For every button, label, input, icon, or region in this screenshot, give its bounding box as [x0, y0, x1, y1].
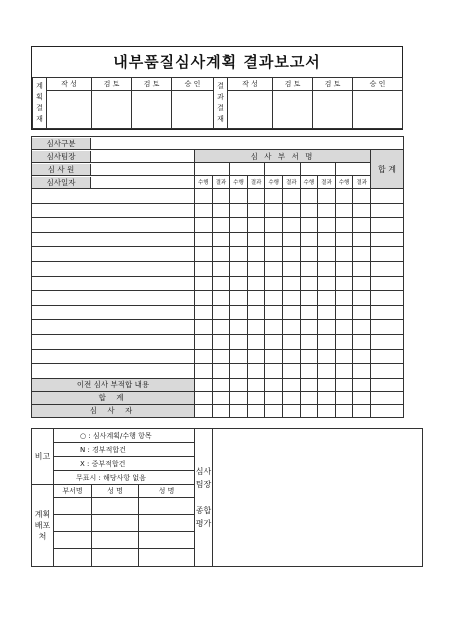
check-cell[interactable] — [318, 189, 336, 204]
check-cell[interactable] — [265, 218, 283, 233]
check-cell[interactable] — [318, 404, 336, 417]
check-cell[interactable] — [230, 232, 248, 247]
total-cell[interactable] — [370, 189, 403, 204]
check-cell[interactable] — [212, 391, 230, 404]
check-cell[interactable] — [282, 247, 300, 262]
dist-col-name2: 성 명 — [139, 485, 195, 498]
check-cell[interactable] — [230, 404, 248, 417]
check-cell[interactable] — [335, 404, 353, 417]
dist-cell[interactable] — [139, 549, 195, 567]
dist-cell[interactable] — [92, 498, 139, 515]
check-cell[interactable] — [247, 349, 265, 364]
dist-cell[interactable] — [139, 515, 195, 532]
check-cell[interactable] — [195, 203, 213, 218]
check-cell[interactable] — [353, 305, 371, 320]
total-cell[interactable] — [370, 404, 403, 417]
check-cell[interactable] — [265, 404, 283, 417]
check-cell[interactable] — [265, 291, 283, 306]
check-cell[interactable] — [212, 247, 230, 262]
check-cell[interactable] — [300, 404, 318, 417]
check-cell[interactable] — [282, 349, 300, 364]
dept-name-cell[interactable] — [335, 163, 370, 176]
total-header: 합 계 — [370, 150, 403, 189]
info-value[interactable] — [91, 151, 194, 162]
check-cell[interactable] — [353, 349, 371, 364]
check-cell[interactable] — [230, 334, 248, 349]
check-cell[interactable] — [230, 378, 248, 391]
dist-cell[interactable] — [92, 532, 139, 549]
check-cell[interactable] — [265, 203, 283, 218]
audit-item-cell[interactable] — [32, 276, 195, 291]
check-cell[interactable] — [335, 232, 353, 247]
audit-item-cell[interactable] — [32, 364, 195, 379]
result-sign-review1[interactable] — [273, 91, 313, 129]
info-row — [32, 176, 195, 189]
check-cell[interactable] — [195, 247, 213, 262]
check-cell[interactable] — [195, 261, 213, 276]
check-cell[interactable] — [247, 305, 265, 320]
check-cell[interactable] — [230, 320, 248, 335]
check-cell[interactable] — [282, 305, 300, 320]
check-cell[interactable] — [212, 378, 230, 391]
plan-approval-label: 계획결재 — [33, 78, 47, 129]
check-cell[interactable] — [247, 232, 265, 247]
total-cell[interactable] — [370, 305, 403, 320]
check-cell[interactable] — [265, 364, 283, 379]
info-value[interactable] — [91, 177, 194, 188]
result-subheader: 결과 — [247, 176, 265, 189]
total-cell[interactable] — [370, 261, 403, 276]
dist-cell[interactable] — [54, 549, 92, 567]
check-cell[interactable] — [335, 203, 353, 218]
dist-cell[interactable] — [54, 515, 92, 532]
total-cell[interactable] — [370, 364, 403, 379]
distribution-label: 계획배포처 — [32, 485, 54, 567]
check-cell[interactable] — [212, 276, 230, 291]
check-cell[interactable] — [318, 247, 336, 262]
plan-col-approve: 승 인 — [172, 78, 214, 91]
perform-subheader: 수행 — [230, 176, 248, 189]
check-cell[interactable] — [318, 391, 336, 404]
perform-subheader: 수행 — [335, 176, 353, 189]
check-cell[interactable] — [353, 334, 371, 349]
check-cell[interactable] — [265, 391, 283, 404]
check-cell[interactable] — [282, 276, 300, 291]
check-cell[interactable] — [318, 364, 336, 379]
check-cell[interactable] — [282, 232, 300, 247]
result-col-approve: 승 인 — [353, 78, 403, 91]
total-cell[interactable] — [370, 218, 403, 233]
team-leader-eval-area[interactable] — [213, 429, 423, 567]
check-cell[interactable] — [282, 364, 300, 379]
check-cell[interactable] — [230, 391, 248, 404]
check-cell[interactable] — [212, 334, 230, 349]
perform-subheader: 수행 — [195, 176, 213, 189]
check-cell[interactable] — [300, 232, 318, 247]
overall-eval-label: 종합평가 — [195, 506, 212, 528]
audit-item-cell[interactable] — [32, 218, 195, 233]
check-cell[interactable] — [195, 349, 213, 364]
check-cell[interactable] — [335, 261, 353, 276]
check-cell[interactable] — [265, 334, 283, 349]
check-cell[interactable] — [265, 349, 283, 364]
check-cell[interactable] — [353, 391, 371, 404]
audit-item-cell[interactable] — [32, 334, 195, 349]
result-subheader: 결과 — [282, 176, 300, 189]
check-cell[interactable] — [353, 404, 371, 417]
note-planned: ○ : 심사계획/수행 항목 — [54, 429, 195, 443]
audit-item-cell[interactable] — [32, 203, 195, 218]
check-cell[interactable] — [247, 261, 265, 276]
check-cell[interactable] — [247, 218, 265, 233]
info-row — [32, 150, 195, 163]
team-leader-label: 심사팀장 — [195, 467, 212, 489]
total-cell[interactable] — [370, 391, 403, 404]
check-cell[interactable] — [335, 364, 353, 379]
check-cell[interactable] — [300, 349, 318, 364]
audit-item-cell[interactable] — [32, 189, 195, 204]
check-cell[interactable] — [353, 261, 371, 276]
check-cell[interactable] — [353, 189, 371, 204]
check-cell[interactable] — [265, 247, 283, 262]
check-cell[interactable] — [282, 218, 300, 233]
total-cell[interactable] — [370, 291, 403, 306]
check-cell[interactable] — [353, 203, 371, 218]
check-cell[interactable] — [353, 291, 371, 306]
check-cell[interactable] — [318, 276, 336, 291]
audit-item-cell[interactable] — [32, 247, 195, 262]
result-subheader: 결과 — [318, 176, 336, 189]
check-cell[interactable] — [318, 349, 336, 364]
prev-audit-label: 이전 심사 부적합 내용 — [32, 378, 195, 391]
audit-item-cell[interactable] — [32, 261, 195, 276]
check-cell[interactable] — [353, 378, 371, 391]
check-cell[interactable] — [230, 364, 248, 379]
plan-sign-review2[interactable] — [132, 91, 172, 129]
check-cell[interactable] — [335, 320, 353, 335]
check-cell[interactable] — [318, 232, 336, 247]
check-cell[interactable] — [282, 320, 300, 335]
dept-name-cell[interactable] — [195, 163, 230, 176]
check-cell[interactable] — [353, 320, 371, 335]
audit-item-cell[interactable] — [32, 291, 195, 306]
info-label: 심사팀장 — [32, 151, 91, 162]
result-col-review1: 검 토 — [273, 78, 313, 91]
check-cell[interactable] — [230, 291, 248, 306]
dist-cell[interactable] — [92, 549, 139, 567]
dept-signature-header: 심 사 부 서 명 — [195, 150, 371, 163]
info-label: 심사일자 — [32, 177, 91, 188]
check-cell[interactable] — [247, 334, 265, 349]
check-cell[interactable] — [282, 378, 300, 391]
check-cell[interactable] — [212, 404, 230, 417]
check-cell[interactable] — [212, 291, 230, 306]
check-cell[interactable] — [195, 364, 213, 379]
plan-sign-approve[interactable] — [172, 91, 214, 129]
check-cell[interactable] — [335, 349, 353, 364]
check-cell[interactable] — [212, 305, 230, 320]
audit-grid — [31, 136, 404, 418]
total-cell[interactable] — [370, 320, 403, 335]
check-cell[interactable] — [265, 320, 283, 335]
check-cell[interactable] — [318, 378, 336, 391]
check-cell[interactable] — [300, 203, 318, 218]
approval-table — [32, 77, 403, 129]
check-cell[interactable] — [195, 291, 213, 306]
check-cell[interactable] — [212, 232, 230, 247]
plan-col-write: 작 성 — [47, 78, 92, 91]
check-cell[interactable] — [265, 232, 283, 247]
check-cell[interactable] — [247, 391, 265, 404]
check-cell[interactable] — [300, 305, 318, 320]
check-cell[interactable] — [335, 378, 353, 391]
check-cell[interactable] — [265, 305, 283, 320]
audit-item-cell[interactable] — [32, 232, 195, 247]
check-cell[interactable] — [353, 218, 371, 233]
check-cell[interactable] — [335, 334, 353, 349]
check-cell[interactable] — [230, 247, 248, 262]
check-cell[interactable] — [353, 364, 371, 379]
check-cell[interactable] — [195, 218, 213, 233]
total-cell[interactable] — [370, 378, 403, 391]
check-cell[interactable] — [282, 404, 300, 417]
check-cell[interactable] — [282, 334, 300, 349]
check-cell[interactable] — [247, 320, 265, 335]
check-cell[interactable] — [318, 334, 336, 349]
check-cell[interactable] — [195, 404, 213, 417]
check-cell[interactable] — [318, 203, 336, 218]
result-sign-approve[interactable] — [353, 91, 403, 129]
check-cell[interactable] — [300, 189, 318, 204]
dist-cell[interactable] — [54, 498, 92, 515]
check-cell[interactable] — [300, 364, 318, 379]
dist-col-dept: 부서명 — [54, 485, 92, 498]
check-cell[interactable] — [282, 203, 300, 218]
total-cell[interactable] — [370, 232, 403, 247]
info-label: 심 사 원 — [32, 164, 91, 175]
plan-col-review2: 검 토 — [132, 78, 172, 91]
dist-col-name1: 성 명 — [92, 485, 139, 498]
check-cell[interactable] — [247, 203, 265, 218]
dist-cell[interactable] — [139, 532, 195, 549]
total-cell[interactable] — [370, 334, 403, 349]
check-cell[interactable] — [212, 364, 230, 379]
dept-name-cell[interactable] — [265, 163, 300, 176]
info-label: 심사구분 — [32, 138, 91, 149]
check-cell[interactable] — [247, 404, 265, 417]
result-subheader: 결과 — [353, 176, 371, 189]
check-cell[interactable] — [335, 391, 353, 404]
result-subheader: 결과 — [212, 176, 230, 189]
check-cell[interactable] — [230, 305, 248, 320]
check-cell[interactable] — [212, 189, 230, 204]
check-cell[interactable] — [195, 334, 213, 349]
check-cell[interactable] — [195, 305, 213, 320]
check-cell[interactable] — [195, 320, 213, 335]
check-cell[interactable] — [353, 232, 371, 247]
check-cell[interactable] — [247, 378, 265, 391]
check-cell[interactable] — [300, 378, 318, 391]
result-col-review2: 검 토 — [313, 78, 353, 91]
check-cell[interactable] — [247, 291, 265, 306]
total-row-label: 합 계 — [32, 391, 195, 404]
check-cell[interactable] — [212, 349, 230, 364]
check-cell[interactable] — [318, 261, 336, 276]
info-value[interactable] — [91, 138, 403, 149]
check-cell[interactable] — [282, 291, 300, 306]
audit-item-cell[interactable] — [32, 305, 195, 320]
dist-cell[interactable] — [139, 498, 195, 515]
auditor-row-label: 심 사 자 — [32, 404, 195, 417]
result-approval-label: 결과결재 — [214, 78, 228, 129]
report-header — [31, 46, 403, 130]
check-cell[interactable] — [230, 349, 248, 364]
result-col-write: 작 성 — [228, 78, 273, 91]
check-cell[interactable] — [212, 218, 230, 233]
plan-col-review1: 검 토 — [92, 78, 132, 91]
audit-item-cell[interactable] — [32, 349, 195, 364]
dist-cell[interactable] — [54, 532, 92, 549]
dept-name-cell[interactable] — [230, 163, 265, 176]
check-cell[interactable] — [230, 218, 248, 233]
result-sign-review2[interactable] — [313, 91, 353, 129]
total-cell[interactable] — [370, 276, 403, 291]
check-cell[interactable] — [300, 291, 318, 306]
page-title: 내부품질심사계획 결과보고서 — [32, 47, 402, 78]
note-none: 무표시 : 해당사항 없음 — [54, 471, 195, 485]
check-cell[interactable] — [247, 364, 265, 379]
notes-label: 비고 — [32, 429, 54, 485]
audit-item-cell[interactable] — [32, 320, 195, 335]
check-cell[interactable] — [247, 276, 265, 291]
check-cell[interactable] — [247, 189, 265, 204]
perform-subheader: 수행 — [300, 176, 318, 189]
check-cell[interactable] — [195, 391, 213, 404]
note-major: X : 중부적합건 — [54, 457, 195, 471]
check-cell[interactable] — [195, 189, 213, 204]
info-row — [32, 137, 404, 150]
check-cell[interactable] — [265, 189, 283, 204]
check-cell[interactable] — [230, 203, 248, 218]
notes-section — [31, 428, 423, 567]
check-cell[interactable] — [353, 276, 371, 291]
plan-sign-write[interactable] — [47, 91, 92, 129]
check-cell[interactable] — [282, 391, 300, 404]
check-cell[interactable] — [195, 378, 213, 391]
check-cell[interactable] — [300, 391, 318, 404]
check-cell[interactable] — [335, 218, 353, 233]
result-sign-write[interactable] — [228, 91, 273, 129]
note-minor: N : 경부적합건 — [54, 443, 195, 457]
team-leader-eval-label — [195, 429, 213, 567]
check-cell[interactable] — [195, 232, 213, 247]
check-cell[interactable] — [282, 261, 300, 276]
check-cell[interactable] — [335, 291, 353, 306]
check-cell[interactable] — [230, 276, 248, 291]
check-cell[interactable] — [300, 334, 318, 349]
check-cell[interactable] — [335, 305, 353, 320]
check-cell[interactable] — [300, 247, 318, 262]
plan-sign-review1[interactable] — [92, 91, 132, 129]
check-cell[interactable] — [265, 378, 283, 391]
check-cell[interactable] — [335, 276, 353, 291]
check-cell[interactable] — [230, 261, 248, 276]
dept-name-cell[interactable] — [300, 163, 335, 176]
check-cell[interactable] — [300, 261, 318, 276]
check-cell[interactable] — [318, 291, 336, 306]
check-cell[interactable] — [212, 261, 230, 276]
check-cell[interactable] — [230, 189, 248, 204]
check-cell[interactable] — [318, 320, 336, 335]
check-cell[interactable] — [318, 218, 336, 233]
check-cell[interactable] — [247, 247, 265, 262]
perform-subheader: 수행 — [265, 176, 283, 189]
check-cell[interactable] — [353, 247, 371, 262]
info-value[interactable] — [91, 164, 194, 175]
check-cell[interactable] — [318, 305, 336, 320]
check-cell[interactable] — [212, 203, 230, 218]
dist-cell[interactable] — [92, 515, 139, 532]
check-cell[interactable] — [335, 247, 353, 262]
check-cell[interactable] — [300, 320, 318, 335]
check-cell[interactable] — [265, 276, 283, 291]
total-cell[interactable] — [370, 349, 403, 364]
info-row — [32, 163, 195, 176]
check-cell[interactable] — [282, 189, 300, 204]
check-cell[interactable] — [265, 261, 283, 276]
check-cell[interactable] — [212, 320, 230, 335]
check-cell[interactable] — [195, 276, 213, 291]
check-cell[interactable] — [300, 218, 318, 233]
total-cell[interactable] — [370, 203, 403, 218]
check-cell[interactable] — [335, 189, 353, 204]
total-cell[interactable] — [370, 247, 403, 262]
check-cell[interactable] — [300, 276, 318, 291]
